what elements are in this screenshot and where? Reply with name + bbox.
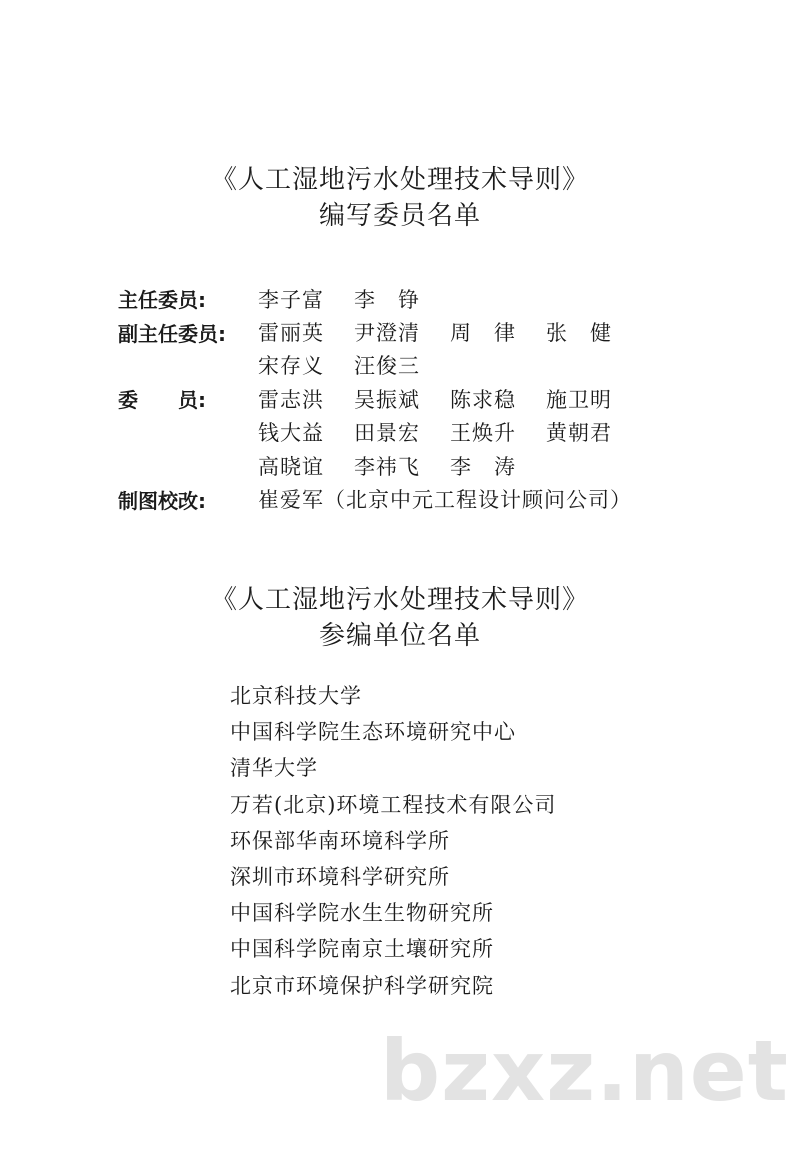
committee-subtitle: 编写委员名单 [318,201,481,231]
committee-title: 《人工湿地污水处理技术导则》 [210,165,589,195]
member-name: 汪俊三 [354,354,420,379]
member-names [258,350,450,380]
member-names [258,451,546,481]
participant-units-list [230,678,556,1004]
roster-row [118,315,758,348]
list-item: 清华大学 [230,756,318,781]
list-item: 中国科学院南京土壤研究所 [230,937,494,962]
participants-title: 《人工湿地污水处理技术导则》 [210,585,589,615]
list-item: 中国科学院生态环境研究中心 [230,720,516,745]
role-label: 副主任委员: [118,321,226,346]
watermark: bzxz.net [380,1022,789,1120]
member-name: 陈求稳 [450,387,516,412]
roster-row [118,282,758,315]
member-names [258,384,642,414]
member-names [258,317,642,347]
list-item: 中国科学院水生生物研究所 [230,901,494,926]
member-name: 李祎飞 [354,454,420,479]
member-name: 高晓谊 [258,454,324,479]
roster-row [118,382,758,415]
member-name: 张 健 [546,321,612,346]
member-name: 雷志洪 [258,387,324,412]
member-name: 吴振斌 [354,387,420,412]
role-label: 委 员: [118,388,206,413]
member-name: 黄朝君 [546,421,612,446]
list-item: 北京科技大学 [230,684,362,708]
role-label: 制图校改: [118,488,206,513]
member-names [258,484,632,514]
roster-row [118,349,758,382]
list-item: 环保部华南环境科学所 [230,828,450,853]
committee-heading [0,162,800,234]
member-name: 周 律 [450,321,516,346]
member-name: 尹澄清 [354,321,420,346]
member-names [258,417,642,447]
member-name: 李子富 [258,287,324,312]
member-name: 崔爱军（北京中元工程设计顾问公司） [258,488,632,513]
list-item: 深圳市环境科学研究所 [230,864,450,889]
member-name: 宋存义 [258,354,324,379]
participants-subtitle: 参编单位名单 [318,621,481,651]
member-names [258,284,450,314]
role-label: 主任委员: [118,288,206,313]
committee-roster [118,282,758,516]
participants-heading [0,582,800,654]
roster-row [118,416,758,449]
list-item: 北京市环境保护科学研究院 [230,973,494,998]
member-name: 王焕升 [450,421,516,446]
roster-row [118,482,758,515]
list-item: 万若(北京)环境工程技术有限公司 [230,792,557,817]
member-name: 施卫明 [546,387,612,412]
member-name: 田景宏 [354,421,420,446]
member-name: 雷丽英 [258,321,324,346]
member-name: 钱大益 [258,421,324,446]
member-name: 李 涛 [450,454,516,479]
roster-row [118,449,758,482]
member-name: 李 铮 [354,287,420,312]
